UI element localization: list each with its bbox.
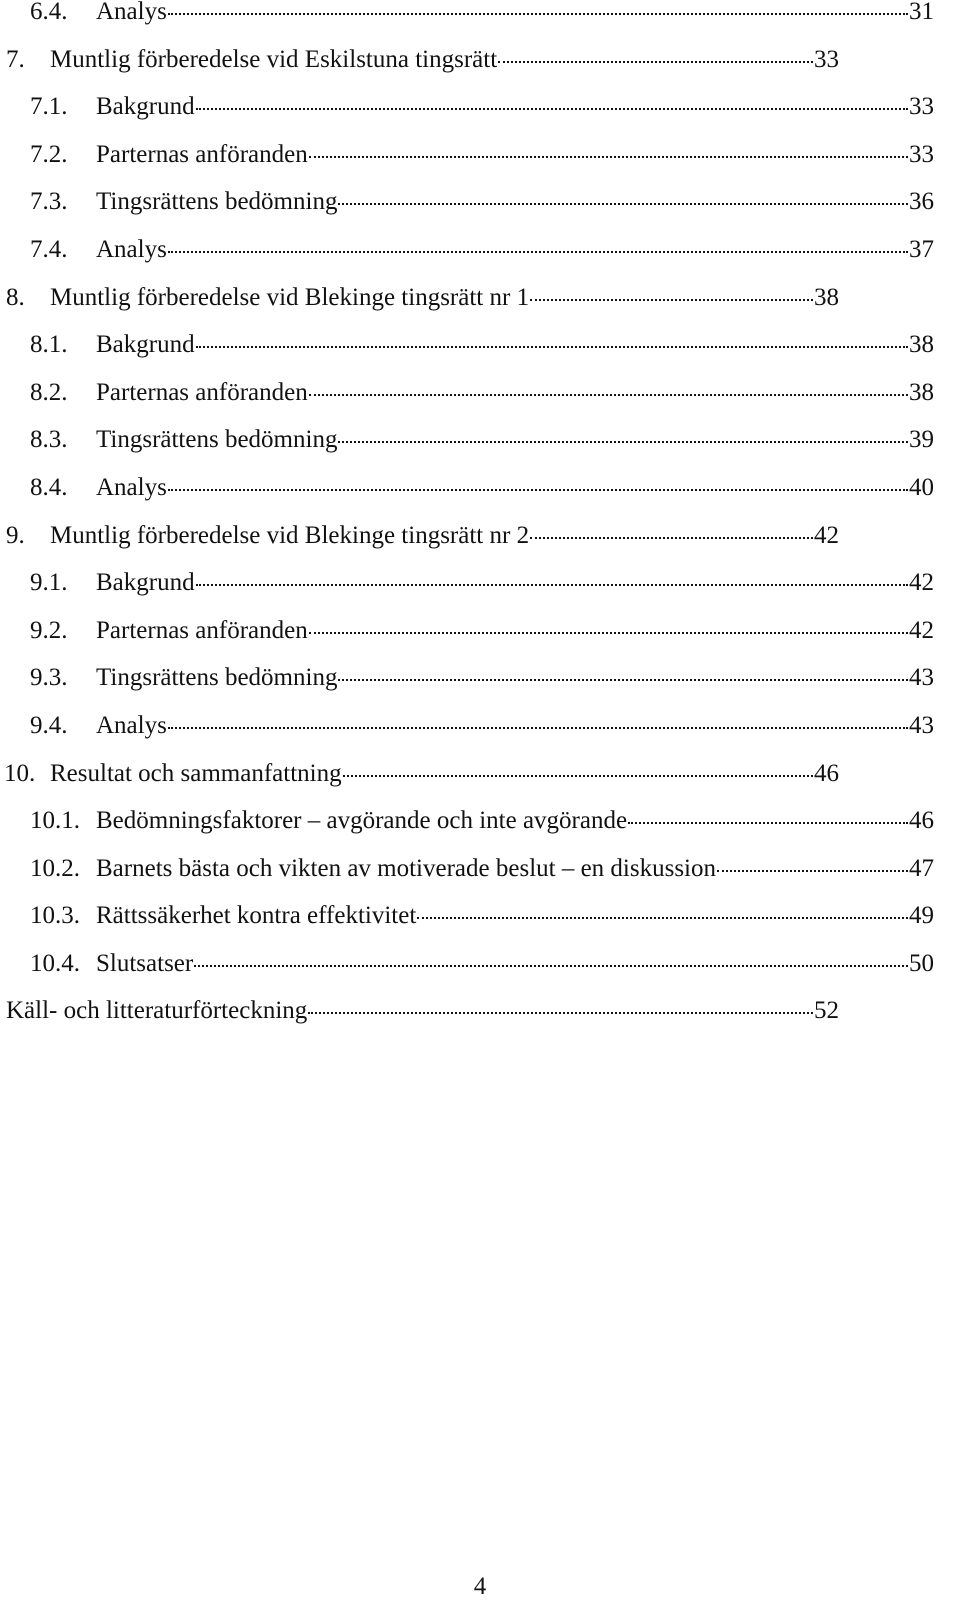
dot-leader <box>196 584 908 586</box>
toc-entry-title: Rättssäkerhet kontra effektivitet <box>96 902 417 930</box>
toc-entry-9-4[interactable] <box>0 702 960 750</box>
toc-entry-number: 7. <box>6 45 25 73</box>
toc-entry-page: 36 <box>909 188 934 216</box>
toc-entry-page: 33 <box>909 93 934 121</box>
toc-entry-10-4[interactable] <box>0 940 960 988</box>
toc-entry-number: 7.1. <box>30 93 68 121</box>
toc-entry-title: Bedömningsfaktorer – avgörande och inte avgörande <box>96 807 628 835</box>
toc-entry-page: 42 <box>909 616 934 644</box>
toc-entry-page: 31 <box>909 0 934 25</box>
toc-entry-references[interactable] <box>0 987 960 1035</box>
toc-entry-8[interactable] <box>0 274 960 322</box>
toc-entry-title: Muntlig förberedelse vid Blekinge tingsrätt nr 1 <box>50 283 530 311</box>
toc-entry-number: 6.4. <box>30 0 68 25</box>
dot-leader <box>338 441 908 443</box>
toc-entry-page: 40 <box>909 473 934 501</box>
toc-entry-page: 49 <box>909 902 934 930</box>
toc-entry-number: 9. <box>6 521 25 549</box>
toc-entry-7[interactable] <box>0 36 960 84</box>
toc-entry-6-4[interactable] <box>0 0 960 36</box>
toc-entry-9-3[interactable] <box>0 654 960 702</box>
toc-entry-7-3[interactable] <box>0 178 960 226</box>
toc-entry-number: 7.2. <box>30 140 68 168</box>
toc-entry-page: 43 <box>909 711 934 739</box>
toc-entry-title: Tingsrättens bedömning <box>96 426 338 454</box>
dot-leader <box>498 61 813 63</box>
dot-leader <box>309 632 908 634</box>
toc-entry-10-1[interactable] <box>0 797 960 845</box>
toc-entry-title: Resultat och sammanfattning <box>50 759 342 787</box>
toc-entry-number: 8.4. <box>30 473 68 501</box>
dot-leader <box>717 870 908 872</box>
toc-entry-page: 37 <box>909 235 934 263</box>
dot-leader <box>168 13 908 15</box>
toc-entry-number: 10.2. <box>30 854 80 882</box>
dot-leader <box>309 156 908 158</box>
toc-entry-number: 10.4. <box>30 949 80 977</box>
toc-entry-title: Parternas anföranden <box>96 616 308 644</box>
dot-leader <box>343 775 813 777</box>
toc-entry-title: Parternas anföranden <box>96 140 308 168</box>
toc-entry-10-2[interactable] <box>0 845 960 893</box>
toc-entry-8-2[interactable] <box>0 369 960 417</box>
toc-entry-title: Analys <box>96 473 167 501</box>
toc-entry-page: 38 <box>909 378 934 406</box>
dot-leader <box>168 727 908 729</box>
toc-entry-title: Tingsrättens bedömning <box>96 188 338 216</box>
toc-entry-number: 8.1. <box>30 331 68 359</box>
toc-entry-page: 46 <box>909 807 934 835</box>
toc-entry-10[interactable] <box>0 750 960 798</box>
dot-leader <box>194 965 908 967</box>
toc-entry-title: Bakgrund <box>96 331 195 359</box>
toc-entry-number: 9.4. <box>30 711 68 739</box>
toc-entry-number: 10. <box>4 759 36 787</box>
toc-entry-7-2[interactable] <box>0 131 960 179</box>
toc-entry-title: Slutsatser <box>96 949 194 977</box>
toc-entry-number: 8.3. <box>30 426 68 454</box>
toc-entry-title: Analys <box>96 235 167 263</box>
toc-entry-page: 47 <box>909 854 934 882</box>
dot-leader <box>530 537 813 539</box>
toc-entry-page: 52 <box>814 997 839 1025</box>
toc-entry-8-4[interactable] <box>0 464 960 512</box>
toc-entry-page: 39 <box>909 426 934 454</box>
toc-entry-9-2[interactable] <box>0 607 960 655</box>
dot-leader <box>338 203 908 205</box>
toc-entry-number: 10.1. <box>30 807 80 835</box>
toc-entry-number: 10.3. <box>30 902 80 930</box>
toc-entry-number: 7.3. <box>30 188 68 216</box>
page-number: 4 <box>473 1573 487 1600</box>
toc-entry-title: Muntlig förberedelse vid Eskilstuna tingsrätt <box>50 45 498 73</box>
dot-leader <box>196 108 908 110</box>
toc-entry-page: 38 <box>814 283 839 311</box>
dot-leader <box>168 489 908 491</box>
dot-leader <box>628 822 908 824</box>
toc-entry-number: 7.4. <box>30 235 68 263</box>
toc-entry-10-3[interactable] <box>0 892 960 940</box>
dot-leader <box>309 394 908 396</box>
toc-entry-title: Parternas anföranden <box>96 378 308 406</box>
toc-entry-title: Bakgrund <box>96 569 195 597</box>
dot-leader <box>530 299 813 301</box>
toc-entry-title: Analys <box>96 711 167 739</box>
toc-entry-8-1[interactable] <box>0 321 960 369</box>
toc-entry-9-1[interactable] <box>0 559 960 607</box>
toc-entry-title: Tingsrättens bedömning <box>96 664 338 692</box>
dot-leader <box>196 346 908 348</box>
toc-entry-title: Analys <box>96 0 167 25</box>
dot-leader <box>308 1012 813 1014</box>
toc-entry-7-1[interactable] <box>0 83 960 131</box>
toc-entry-7-4[interactable] <box>0 226 960 274</box>
toc-entry-number: 8. <box>6 283 25 311</box>
dot-leader <box>168 251 908 253</box>
toc-entry-title: Käll- och litteraturförteckning <box>6 997 308 1025</box>
toc-entry-number: 9.1. <box>30 569 68 597</box>
dot-leader <box>338 679 908 681</box>
toc-entry-page: 42 <box>814 521 839 549</box>
toc-entry-page: 33 <box>909 140 934 168</box>
toc-entry-page: 50 <box>909 949 934 977</box>
toc-entry-number: 9.3. <box>30 664 68 692</box>
toc-entry-8-3[interactable] <box>0 416 960 464</box>
toc-entry-title: Muntlig förberedelse vid Blekinge tingsrätt nr 2 <box>50 521 530 549</box>
toc-entry-page: 33 <box>814 45 839 73</box>
toc-entry-9[interactable] <box>0 512 960 560</box>
toc-entry-number: 9.2. <box>30 616 68 644</box>
toc-entry-page: 46 <box>814 759 839 787</box>
toc-entry-page: 43 <box>909 664 934 692</box>
toc-entry-title: Barnets bästa och vikten av motiverade beslut – en diskussion <box>96 854 717 882</box>
dot-leader <box>417 917 908 919</box>
toc-entry-page: 38 <box>909 331 934 359</box>
toc-entry-title: Bakgrund <box>96 93 195 121</box>
toc-entry-number: 8.2. <box>30 378 68 406</box>
toc-entry-page: 42 <box>909 569 934 597</box>
